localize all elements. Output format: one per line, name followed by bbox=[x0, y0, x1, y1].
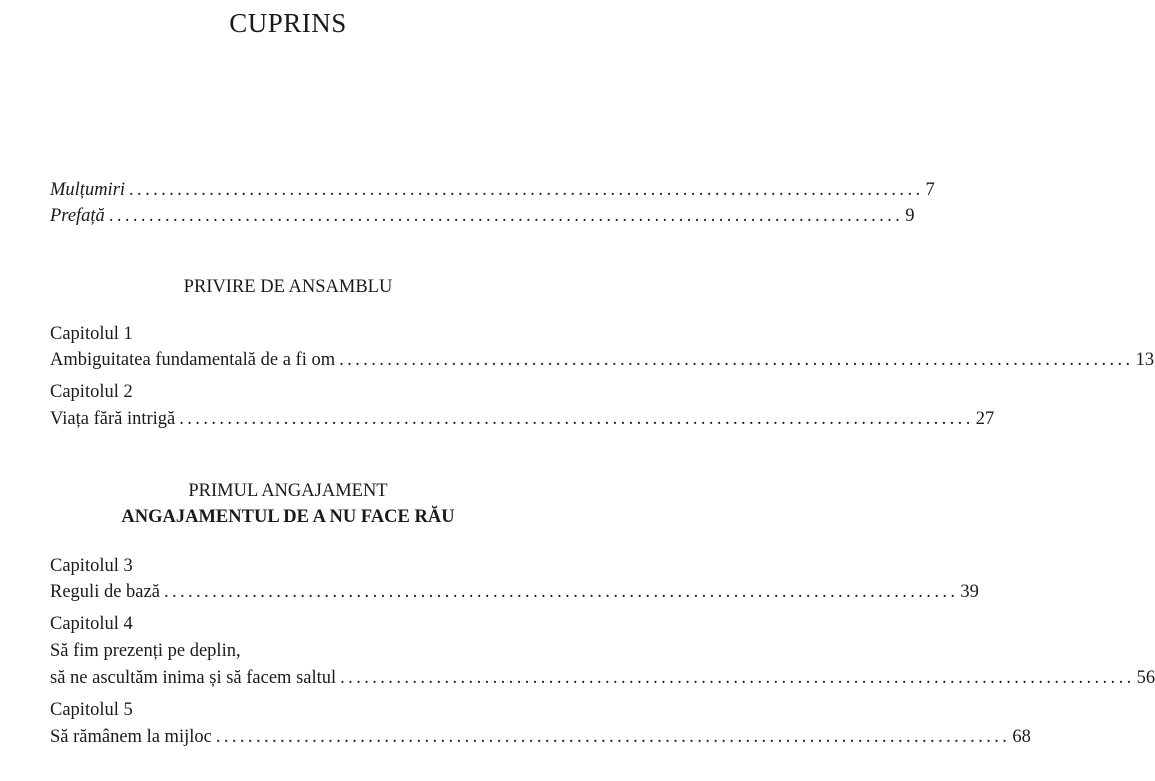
toc-entry-title: Viața fără intrigă bbox=[50, 409, 176, 429]
dot-leader: ................................................................................................... bbox=[340, 668, 1135, 688]
toc-entry-title: Prefață bbox=[50, 206, 105, 226]
dot-leader: ................................................................................................... bbox=[163, 582, 959, 602]
chapter-label: Capitolul 1 bbox=[50, 324, 133, 344]
toc-entry-chapter-4[interactable] bbox=[50, 668, 1155, 689]
toc-page-number: 68 bbox=[1012, 727, 1031, 747]
dot-leader: ................................................................................................... bbox=[108, 206, 904, 226]
toc-entry-acknowledgements[interactable] bbox=[50, 180, 935, 201]
section-heading: PRIMUL ANGAJAMENT bbox=[188, 481, 388, 501]
toc-entry-preface[interactable] bbox=[50, 206, 915, 227]
toc-entry-title: să ne ascultăm inima și să facem saltul bbox=[50, 668, 337, 688]
dot-leader: ................................................................................................... bbox=[339, 350, 1134, 370]
toc-page-number: 9 bbox=[905, 206, 915, 226]
toc-entry-title-line: Să fim prezenți pe deplin, bbox=[50, 641, 241, 661]
toc-entry-chapter-3[interactable] bbox=[50, 582, 979, 603]
toc-page-number: 27 bbox=[975, 409, 995, 429]
chapter-label: Capitolul 3 bbox=[50, 556, 133, 576]
toc-entry-title: Reguli de bază bbox=[50, 582, 160, 602]
toc-page-number: 13 bbox=[1135, 350, 1155, 370]
toc-entry-chapter-2[interactable] bbox=[50, 409, 995, 430]
toc-entry-title: Ambiguitatea fundamentală de a fi om bbox=[50, 350, 336, 370]
page-title: CUPRINS bbox=[229, 8, 347, 38]
dot-leader: ................................................................................................... bbox=[179, 409, 974, 429]
chapter-label: Capitolul 2 bbox=[50, 382, 133, 402]
toc-page-number: 56 bbox=[1136, 668, 1155, 688]
toc-page-number: 39 bbox=[960, 582, 979, 602]
toc-entry-chapter-1[interactable] bbox=[50, 350, 1155, 371]
dot-leader: ................................................................................................... bbox=[129, 180, 924, 200]
dot-leader: ................................................................................................... bbox=[215, 727, 1011, 747]
section-heading: PRIVIRE DE ANSAMBLU bbox=[183, 277, 393, 297]
toc-entry-title: Să rămânem la mijloc bbox=[50, 727, 212, 747]
chapter-label: Capitolul 5 bbox=[50, 700, 133, 720]
toc-page-number: 7 bbox=[925, 180, 935, 200]
toc-entry-chapter-5[interactable] bbox=[50, 727, 1031, 748]
section-subheading: ANGAJAMENTUL DE A NU FACE RĂU bbox=[121, 507, 455, 527]
toc-entry-title: Mulțumiri bbox=[50, 180, 126, 200]
chapter-label: Capitolul 4 bbox=[50, 614, 133, 634]
